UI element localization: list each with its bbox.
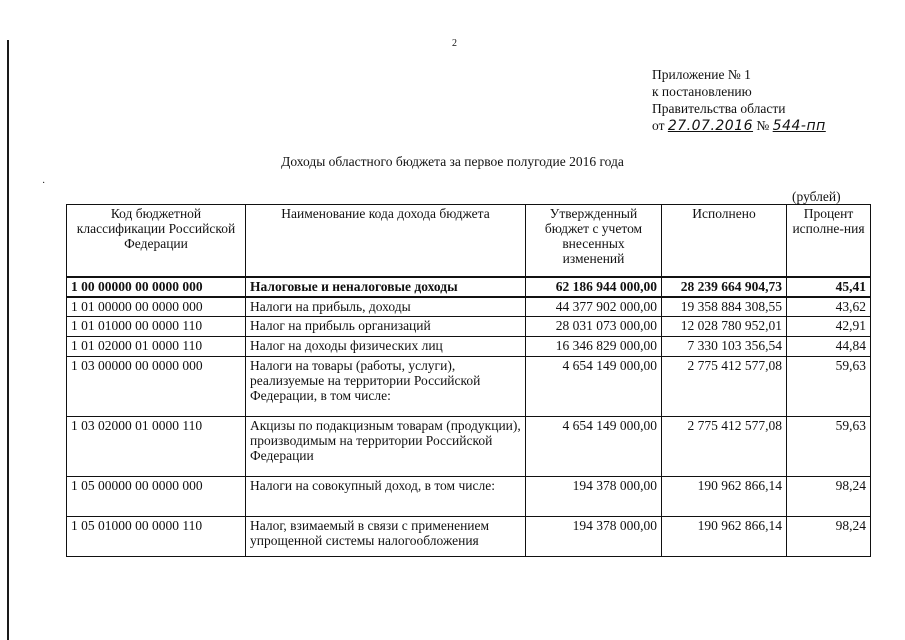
table-row <box>67 477 871 517</box>
scan-speck: · <box>42 178 46 189</box>
cell-name: Налог на доходы физических лиц <box>246 337 526 357</box>
table-row <box>67 337 871 357</box>
header-row <box>67 205 871 277</box>
units-label: (рублей) <box>792 189 841 204</box>
header-percent: Процент исполне-ния <box>787 205 871 277</box>
cell-executed: 2 775 412 577,08 <box>662 357 787 417</box>
cell-code: 1 03 02000 01 0000 110 <box>67 417 246 477</box>
cell-percent: 44,84 <box>787 337 871 357</box>
appendix-date-line <box>652 117 826 135</box>
cell-code: 1 01 02000 01 0000 110 <box>67 337 246 357</box>
cell-name: Налоговые и неналоговые доходы <box>246 277 526 297</box>
cell-approved: 4 654 149 000,00 <box>526 357 662 417</box>
cell-approved: 194 378 000,00 <box>526 477 662 517</box>
table-row <box>67 297 871 317</box>
table-row <box>67 317 871 337</box>
cell-approved: 44 377 902 000,00 <box>526 297 662 317</box>
cell-code: 1 03 00000 00 0000 000 <box>67 357 246 417</box>
table-row <box>67 357 871 417</box>
cell-code: 1 05 01000 00 0000 110 <box>67 517 246 557</box>
cell-name: Налоги на товары (работы, услуги), реализуемые на территории Российской Федерации, в том числе: <box>246 357 526 417</box>
cell-name: Налог, взимаемый в связи с применением упрощенной системы налогообложения <box>246 517 526 557</box>
cell-name: Налог на прибыль организаций <box>246 317 526 337</box>
cell-percent: 45,41 <box>787 277 871 297</box>
header-name: Наименование кода дохода бюджета <box>246 205 526 277</box>
cell-executed: 190 962 866,14 <box>662 517 787 557</box>
cell-percent: 42,91 <box>787 317 871 337</box>
cell-code: 1 01 01000 00 0000 110 <box>67 317 246 337</box>
document-title: Доходы областного бюджета за первое полугодие 2016 года <box>281 154 624 169</box>
header-executed: Исполнено <box>662 205 787 277</box>
cell-executed: 2 775 412 577,08 <box>662 417 787 477</box>
cell-name: Акцизы по подакцизным товарам (продукции), производимым на территории Российской Федерации <box>246 417 526 477</box>
cell-executed: 12 028 780 952,01 <box>662 317 787 337</box>
table-row <box>67 417 871 477</box>
cell-executed: 7 330 103 356,54 <box>662 337 787 357</box>
cell-percent: 98,24 <box>787 517 871 557</box>
page-number: 2 <box>452 38 457 49</box>
appendix-title: Приложение № 1 <box>652 67 751 82</box>
appendix-resolution: к постановлению <box>652 84 752 99</box>
cell-approved: 4 654 149 000,00 <box>526 417 662 477</box>
cell-executed: 28 239 664 904,73 <box>662 277 787 297</box>
cell-percent: 59,63 <box>787 417 871 477</box>
scan-edge-line <box>7 40 9 640</box>
number-prefix: № <box>756 118 770 133</box>
cell-code: 1 05 00000 00 0000 000 <box>67 477 246 517</box>
date-prefix: от <box>652 118 665 133</box>
appendix-government: Правительства области <box>652 101 786 116</box>
table-row <box>67 277 871 297</box>
cell-code: 1 01 00000 00 0000 000 <box>67 297 246 317</box>
cell-percent: 43,62 <box>787 297 871 317</box>
cell-percent: 98,24 <box>787 477 871 517</box>
header-code: Код бюджетной классификации Российской Федерации <box>67 205 246 277</box>
cell-name: Налоги на совокупный доход, в том числе: <box>246 477 526 517</box>
handwritten-number: 544-пп <box>772 118 826 134</box>
cell-code: 1 00 00000 00 0000 000 <box>67 277 246 297</box>
budget-table <box>66 204 871 557</box>
cell-percent: 59,63 <box>787 357 871 417</box>
header-approved: Утвержденный бюджет с учетом внесенных изменений <box>526 205 662 277</box>
cell-name: Налоги на прибыль, доходы <box>246 297 526 317</box>
cell-approved: 62 186 944 000,00 <box>526 277 662 297</box>
cell-approved: 16 346 829 000,00 <box>526 337 662 357</box>
cell-approved: 28 031 073 000,00 <box>526 317 662 337</box>
table-row <box>67 517 871 557</box>
handwritten-date: 27.07.2016 <box>667 118 754 134</box>
appendix-block <box>652 66 826 135</box>
cell-approved: 194 378 000,00 <box>526 517 662 557</box>
cell-executed: 19 358 884 308,55 <box>662 297 787 317</box>
cell-executed: 190 962 866,14 <box>662 477 787 517</box>
